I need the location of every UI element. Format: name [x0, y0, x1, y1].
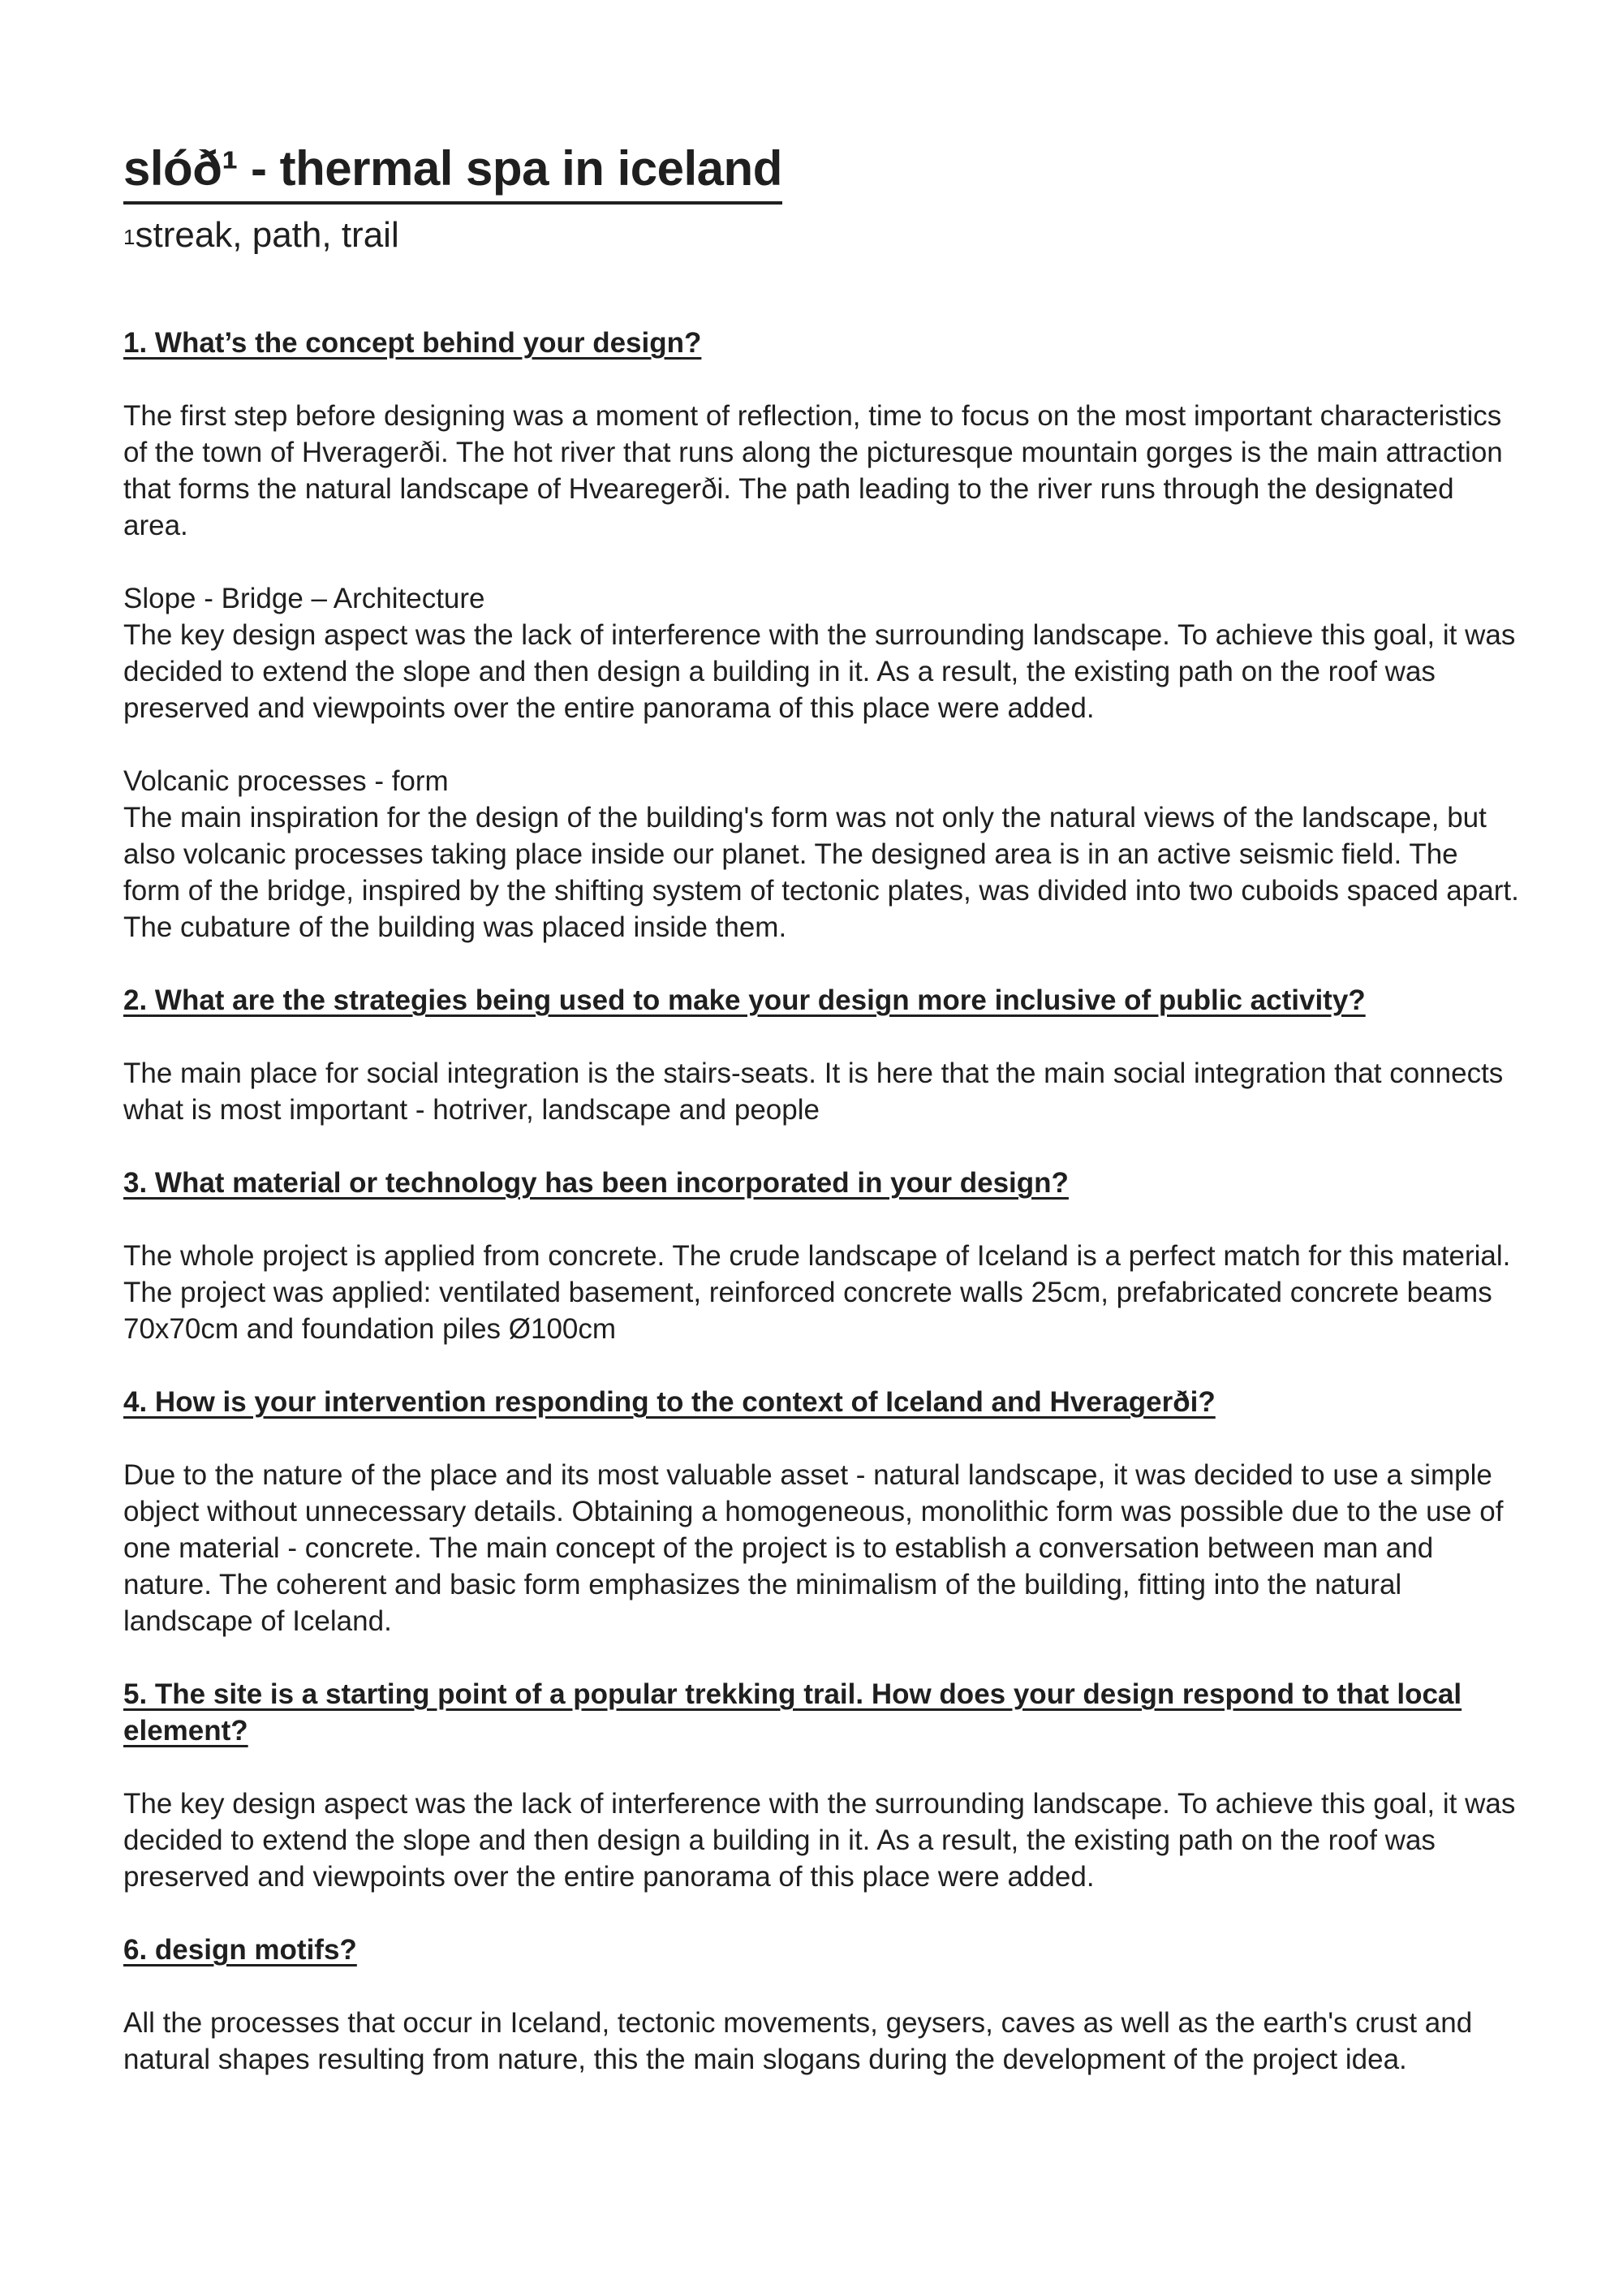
answer-paragraph: The key design aspect was the lack of interference with the surrounding landscape. To achieve this goal, it was decided to extend the slope and then design a building in it. As a result, the existing path on the roof was preserved and viewpoints over the entire panorama of this place were added. [123, 1788, 1516, 1893]
section-answer [123, 1457, 1519, 1639]
section-material [123, 1165, 1519, 1347]
section-answer [123, 398, 1519, 946]
document-page [123, 138, 1519, 2078]
section-context [123, 1384, 1519, 1639]
answer-paragraph: Due to the nature of the place and its most valuable asset - natural landscape, it was decided to use a simple object without unnecessary details. Obtaining a homogeneous, monolithic form was possible due to the use of one material - concrete. The main concept of the project is to establish a conversation between man and nature. The coherent and basic form emphasizes the minimalism of the building, fitting into the natural landscape of Iceland. [123, 1459, 1504, 1637]
section-concept [123, 325, 1519, 946]
document-title: slóð¹ - thermal spa in iceland [123, 138, 782, 205]
subtitle-text: streak, path, trail [135, 215, 399, 255]
section-answer [123, 1055, 1519, 1128]
answer-paragraph: Slope - Bridge – Architecture The key design aspect was the lack of interference with the surrounding landscape. To achieve this goal, it was decided to extend the slope and then design a building in it. As a result, the existing path on the roof was preserved and viewpoints over the entire panorama of this place were added. [123, 583, 1516, 724]
section-question: 5. The site is a starting point of a popular trekking trail. How does your design respond to that local element? [123, 1678, 1462, 1747]
section-answer [123, 1238, 1519, 1347]
document-subtitle [123, 213, 1519, 258]
answer-paragraph: The whole project is applied from concrete. The crude landscape of Iceland is a perfect match for this material. The project was applied: ventilated basement, reinforced concrete walls 25cm, prefabricated concrete beams 70x70cm and foundation piles Ø100cm [123, 1240, 1511, 1345]
section-trekking-trail [123, 1676, 1519, 1895]
footnote-marker: 1 [123, 225, 136, 249]
answer-paragraph: All the processes that occur in Iceland, tectonic movements, geysers, caves as well as the earth's crust and natural shapes resulting from nature, this the main slogans during the development of the project idea. [123, 2007, 1473, 2075]
section-question: 2. What are the strategies being used to make your design more inclusive of public activity? [123, 984, 1366, 1016]
section-design-motifs [123, 1932, 1519, 2078]
section-question: 1. What’s the concept behind your design? [123, 327, 702, 359]
answer-paragraph: Volcanic processes - form The main inspiration for the design of the building's form was not only the natural views of the landscape, but also volcanic processes taking place inside our planet. The designed area is in an active seismic field. The form of the bridge, inspired by the shifting system of tectonic plates, was divided into two cuboids spaced apart. The cubature of the building was placed inside them. [123, 765, 1519, 943]
answer-paragraph: The first step before designing was a moment of reflection, time to focus on the most important characteristics of the town of Hveragerði. The hot river that runs along the picturesque mountain gorges is the main attraction that forms the natural landscape of Hvearegerði. The path leading to the river runs through the designated area. [123, 400, 1503, 541]
section-question: 6. design motifs? [123, 1934, 357, 1966]
answer-paragraph: The main place for social integration is the stairs-seats. It is here that the main social integration that connects what is most important - hotriver, landscape and people [123, 1058, 1504, 1126]
section-answer [123, 2005, 1519, 2078]
section-question: 4. How is your intervention responding to the context of Iceland and Hveragerði? [123, 1386, 1216, 1418]
section-public-activity [123, 982, 1519, 1128]
section-question: 3. What material or technology has been incorporated in your design? [123, 1167, 1069, 1199]
section-answer [123, 1786, 1519, 1895]
